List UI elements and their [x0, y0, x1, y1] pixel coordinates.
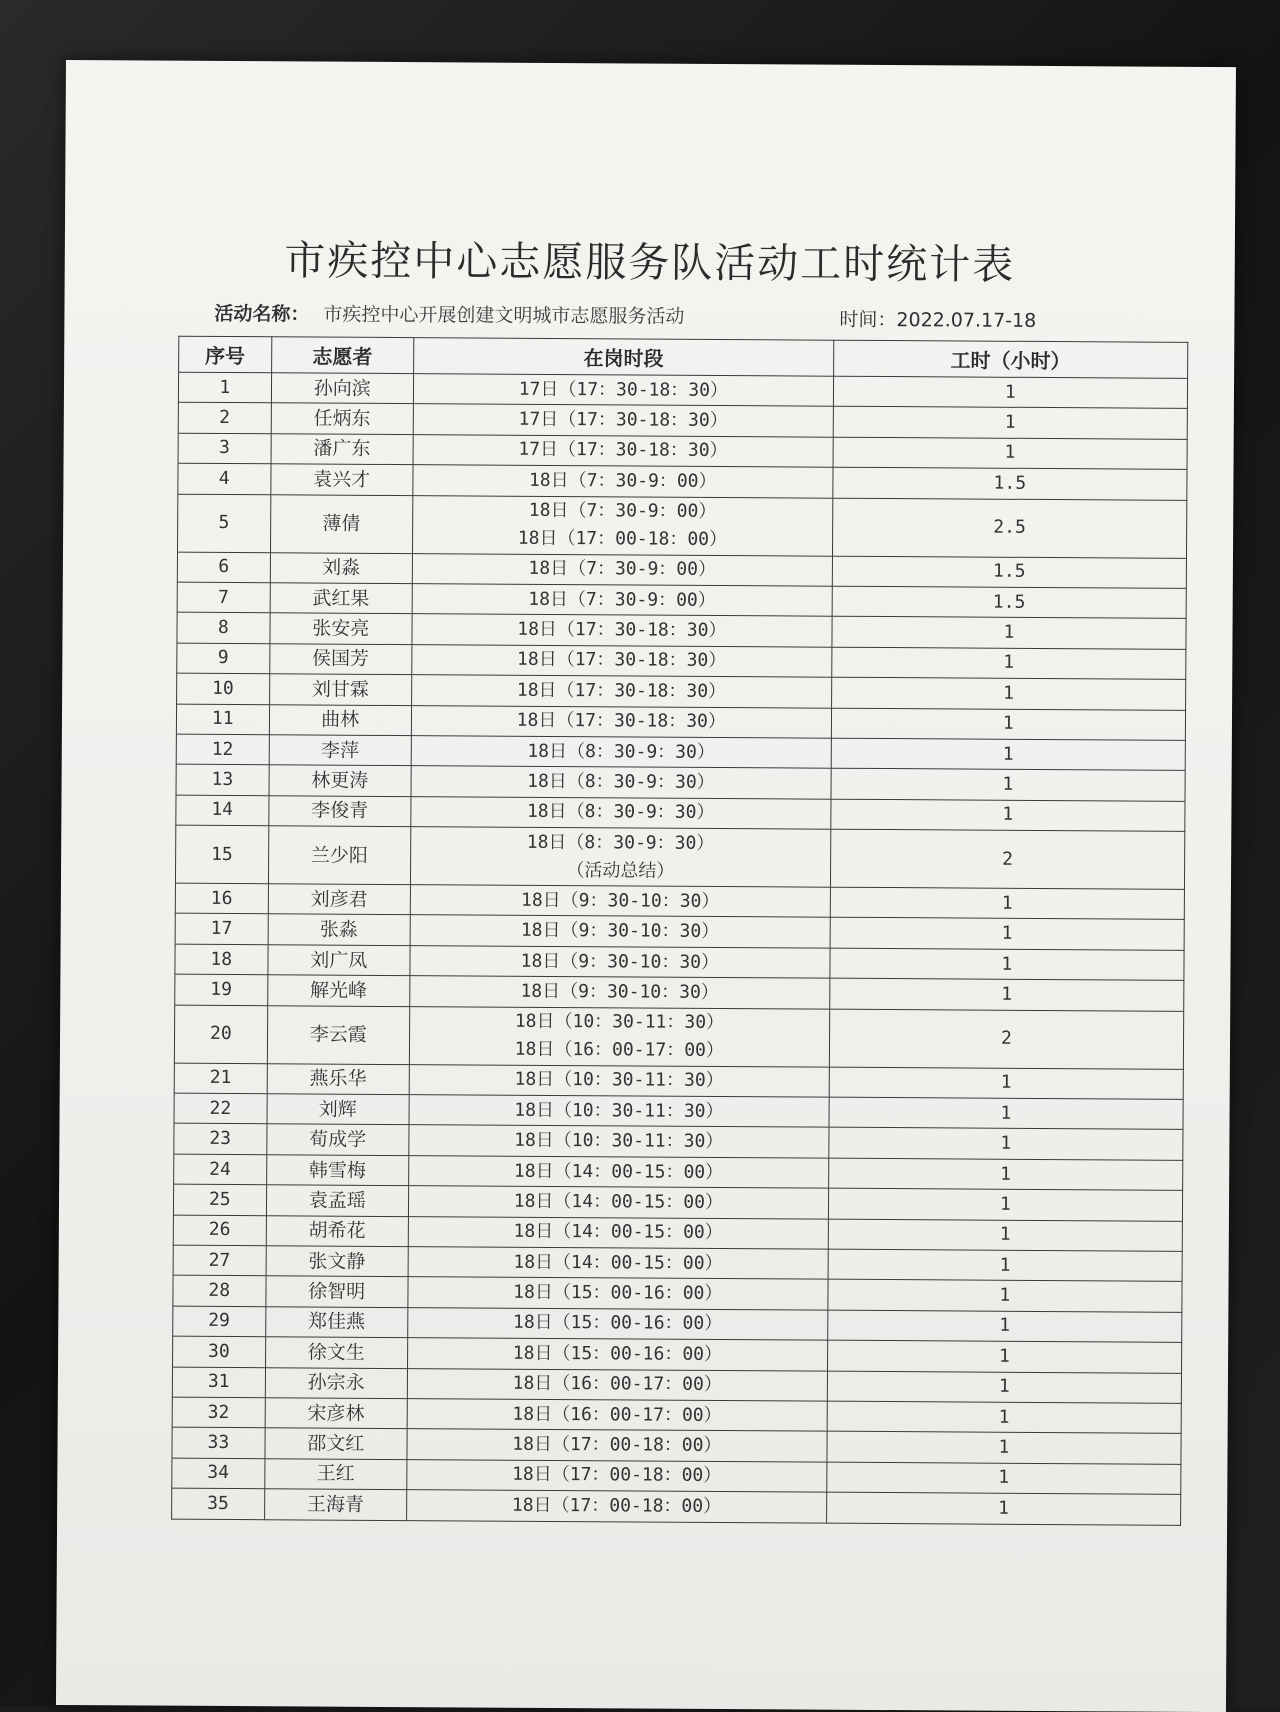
cell-hours: 1 — [829, 1128, 1183, 1161]
cell-index: 11 — [176, 704, 269, 735]
cell-period — [410, 945, 830, 978]
cell-hours: 1 — [827, 1340, 1181, 1373]
cell-volunteer: 刘彦君 — [268, 884, 410, 915]
period-line: 18日（15：00-16：00） — [513, 1281, 723, 1305]
cell-index: 9 — [177, 643, 270, 674]
cell-period — [412, 495, 832, 556]
cell-index: 10 — [177, 673, 270, 704]
cell-volunteer: 任炳东 — [271, 403, 413, 434]
cell-period — [412, 584, 832, 617]
cell-period — [409, 1125, 829, 1158]
table-row — [175, 825, 1184, 889]
period-line: 18日（14：00-15：00） — [513, 1221, 723, 1244]
period-line: 18日（17：30-18：30） — [517, 649, 727, 672]
cell-index: 5 — [177, 494, 270, 553]
cell-index: 26 — [173, 1215, 266, 1246]
cell-index: 23 — [174, 1124, 267, 1155]
period-line: 18日（17：00-18：00） — [517, 527, 728, 551]
cell-volunteer: 刘辉 — [267, 1094, 409, 1125]
cell-period — [408, 1247, 828, 1280]
cell-period — [407, 1459, 827, 1492]
cell-volunteer: 胡希花 — [266, 1215, 408, 1246]
period-line: 18日（15：00-16：00） — [512, 1342, 723, 1365]
cell-volunteer: 李云霞 — [267, 1005, 410, 1064]
cell-hours: 1 — [831, 677, 1185, 710]
period-line: 18日（17：00-18：00） — [512, 1464, 722, 1487]
cell-index: 31 — [172, 1367, 265, 1398]
cell-index: 15 — [175, 825, 268, 884]
cell-index: 8 — [177, 613, 270, 644]
cell-index: 28 — [173, 1276, 266, 1307]
cell-index: 12 — [176, 734, 269, 765]
period-line: 18日（7：30-9：00） — [528, 588, 716, 611]
paper-sheet — [56, 60, 1236, 1712]
cell-hours: 1 — [832, 617, 1186, 650]
cell-volunteer: 孙向滨 — [271, 373, 413, 404]
cell-volunteer: 袁孟瑶 — [266, 1185, 408, 1216]
cell-hours: 1.5 — [833, 467, 1187, 500]
cell-period — [406, 1490, 826, 1523]
cell-hours: 1 — [830, 948, 1184, 981]
cell-hours: 1 — [831, 799, 1185, 832]
activity-time: 时间：2022.07.17-18 — [839, 308, 1037, 332]
cell-period — [410, 885, 830, 918]
cell-hours: 1 — [831, 768, 1185, 801]
cell-hours: 1 — [831, 738, 1185, 771]
cell-hours: 2 — [829, 1009, 1184, 1069]
period-line: 18日（17：00-18：00） — [512, 1433, 722, 1457]
period-line: 18日（10：30-11：30） — [514, 1099, 724, 1122]
cell-hours: 1 — [833, 376, 1187, 409]
cell-volunteer: 王红 — [264, 1458, 406, 1489]
cell-period — [407, 1429, 827, 1462]
cell-volunteer: 李萍 — [269, 735, 411, 766]
cell-index: 35 — [172, 1488, 265, 1519]
period-line: 18日（14：00-15：00） — [513, 1190, 724, 1213]
period-line: 18日（8：30-9：30） — [526, 801, 715, 824]
period-line: 18日（9：30-10：30） — [520, 950, 720, 973]
cell-volunteer: 袁兴才 — [270, 464, 412, 495]
cell-hours: 1 — [828, 1158, 1182, 1191]
cell-period — [413, 465, 833, 498]
period-line: 18日（9：30-10：30） — [520, 919, 720, 943]
cell-hours: 1 — [830, 978, 1184, 1011]
cell-period — [411, 705, 831, 738]
cell-period — [409, 1155, 829, 1188]
cell-hours: 2.5 — [832, 498, 1187, 558]
cell-index: 34 — [172, 1458, 265, 1489]
period-line: 18日（17：30-18：30） — [517, 618, 727, 642]
cell-volunteer: 王海青 — [264, 1489, 406, 1520]
cell-index: 4 — [178, 463, 271, 494]
activity-name: 市疾控中心开展创建文明城市志愿服务活动 — [323, 303, 685, 328]
cell-index: 2 — [178, 403, 271, 434]
period-line: 18日（10：30-11：30） — [514, 1010, 725, 1034]
cell-volunteer: 孙宗永 — [265, 1367, 407, 1398]
cell-hours: 1 — [833, 407, 1187, 440]
document-title: 市疾控中心志愿服务队活动工时统计表 — [284, 236, 1016, 289]
cell-index: 21 — [174, 1063, 267, 1094]
cell-period — [408, 1186, 828, 1219]
cell-period — [408, 1277, 828, 1310]
cell-hours: 1 — [827, 1371, 1181, 1404]
period-line: 18日（7：30-9：00） — [528, 469, 717, 492]
cell-index: 16 — [175, 883, 268, 914]
cell-hours: 2 — [830, 829, 1185, 889]
table-row — [172, 1488, 1181, 1525]
cell-hours: 1 — [829, 1067, 1183, 1100]
cell-period — [413, 434, 833, 467]
cell-volunteer: 徐文生 — [265, 1337, 407, 1368]
cell-volunteer: 刘广凤 — [268, 945, 410, 976]
cell-index: 6 — [177, 552, 270, 583]
period-line: 18日（8：30-9：30） — [527, 740, 715, 763]
header-period: 在岗时段 — [413, 338, 833, 377]
cell-period — [412, 614, 832, 647]
period-line: 18日（14：00-15：00） — [513, 1160, 724, 1183]
cell-index: 7 — [177, 582, 270, 613]
period-line: 18日（8：30-9：30） — [527, 770, 715, 793]
cell-index: 24 — [174, 1154, 267, 1185]
cell-hours: 1 — [832, 647, 1186, 680]
cell-period — [411, 796, 831, 829]
cell-volunteer: 邵文红 — [265, 1428, 407, 1459]
period-line: 18日（10：30-11：30） — [514, 1069, 724, 1092]
period-line: 18日（8：30-9：30） — [526, 831, 715, 854]
period-line: 17日（17：30-18：30） — [518, 439, 728, 462]
cell-hours: 1 — [826, 1492, 1180, 1525]
cell-index: 20 — [174, 1005, 267, 1064]
period-line: 18日（14：00-15：00） — [513, 1251, 723, 1274]
cell-volunteer: 荀成学 — [266, 1124, 408, 1155]
cell-volunteer: 林更涛 — [269, 765, 411, 796]
cell-volunteer: 张安亮 — [270, 613, 412, 644]
table-body — [172, 372, 1188, 1525]
table-header-row — [179, 336, 1188, 378]
period-line: 18日（7：30-9：00） — [528, 558, 717, 581]
cell-period — [410, 976, 830, 1009]
cell-volunteer: 宋彦林 — [265, 1398, 407, 1429]
cell-hours: 1.5 — [832, 556, 1186, 589]
cell-period — [413, 374, 833, 407]
cell-volunteer: 韩雪梅 — [266, 1155, 408, 1186]
cell-period — [407, 1338, 827, 1371]
cell-hours: 1 — [829, 1097, 1183, 1130]
cell-volunteer: 解光峰 — [267, 975, 409, 1006]
cell-period — [412, 553, 832, 586]
header-index: 序号 — [179, 336, 272, 373]
cell-volunteer: 兰少阳 — [268, 826, 411, 885]
cell-period — [407, 1368, 827, 1401]
cell-index: 13 — [176, 764, 269, 795]
cell-hours: 1 — [827, 1462, 1181, 1495]
cell-hours: 1 — [828, 1219, 1182, 1252]
cell-hours: 1.5 — [832, 586, 1186, 619]
cell-volunteer: 郑佳燕 — [265, 1307, 407, 1338]
activity-info — [214, 299, 1114, 331]
cell-index: 29 — [173, 1306, 266, 1337]
cell-volunteer: 潘广东 — [271, 434, 413, 465]
cell-hours: 1 — [833, 437, 1187, 470]
cell-index: 18 — [175, 944, 268, 975]
cell-period — [411, 766, 831, 799]
cell-period — [410, 827, 830, 888]
cell-volunteer: 徐智明 — [265, 1276, 407, 1307]
cell-hours: 1 — [828, 1280, 1182, 1313]
cell-index: 27 — [173, 1245, 266, 1276]
cell-index: 25 — [173, 1184, 266, 1215]
period-line: 18日（17：30-18：30） — [516, 709, 726, 733]
cell-period — [411, 736, 831, 769]
period-line: 18日（17：00-18：00） — [511, 1494, 722, 1517]
period-line: 17日（17：30-18：30） — [518, 378, 729, 401]
cell-volunteer: 李俊青 — [268, 795, 410, 826]
period-line: 18日（16：00-17：00） — [512, 1372, 722, 1396]
period-line: 18日（17：30-18：30） — [516, 679, 727, 702]
period-line: 18日（10：30-11：30） — [514, 1129, 724, 1153]
cell-hours: 1 — [828, 1188, 1182, 1221]
cell-volunteer: 刘甘霖 — [269, 674, 411, 705]
cell-volunteer: 武红果 — [270, 583, 412, 614]
cell-volunteer: 张淼 — [268, 914, 410, 945]
hours-table — [171, 336, 1188, 1526]
header-volunteer: 志愿者 — [271, 337, 414, 374]
cell-period — [408, 1307, 828, 1340]
cell-index: 33 — [172, 1428, 265, 1459]
cell-period — [410, 915, 830, 948]
table-row — [177, 494, 1186, 558]
cell-volunteer: 薄倩 — [270, 494, 413, 553]
cell-volunteer: 侯国芳 — [269, 643, 411, 674]
cell-hours: 1 — [831, 708, 1185, 741]
cell-index: 14 — [176, 795, 269, 826]
cell-period — [409, 1095, 829, 1128]
cell-volunteer: 燕乐华 — [267, 1063, 409, 1094]
header-hours: 工时（小时） — [833, 340, 1187, 378]
period-line: 18日（16：00-17：00） — [512, 1403, 722, 1426]
cell-period — [409, 1064, 829, 1097]
period-line: 18日（9：30-10：30） — [520, 980, 719, 1003]
period-line: 17日（17：30-18：30） — [518, 408, 728, 432]
period-line: 18日（7：30-9：00） — [528, 499, 717, 523]
cell-period — [407, 1399, 827, 1432]
table-row — [174, 1005, 1183, 1069]
cell-period — [408, 1216, 828, 1249]
cell-index: 30 — [173, 1336, 266, 1367]
cell-hours: 1 — [830, 918, 1184, 951]
cell-volunteer: 张文静 — [266, 1246, 408, 1277]
cell-hours: 1 — [828, 1249, 1182, 1282]
cell-index: 19 — [175, 974, 268, 1005]
cell-period — [411, 675, 831, 708]
cell-period — [409, 1006, 829, 1067]
cell-index: 1 — [178, 372, 271, 403]
cell-hours: 1 — [827, 1432, 1181, 1465]
cell-volunteer: 刘淼 — [270, 552, 412, 583]
cell-hours: 1 — [830, 887, 1184, 920]
cell-period — [412, 644, 832, 677]
period-line: 18日（9：30-10：30） — [520, 889, 720, 912]
cell-index: 17 — [175, 914, 268, 945]
period-line: 18日（16：00-17：00） — [514, 1038, 724, 1062]
period-line: （活动总结） — [566, 859, 675, 882]
cell-index: 32 — [172, 1397, 265, 1428]
cell-period — [413, 404, 833, 437]
period-line: 18日（15：00-16：00） — [512, 1312, 723, 1335]
cell-hours: 1 — [827, 1401, 1181, 1434]
activity-label: 活动名称： — [214, 302, 310, 326]
cell-hours: 1 — [827, 1310, 1181, 1343]
cell-volunteer: 曲林 — [269, 704, 411, 735]
cell-index: 3 — [178, 433, 271, 464]
cell-index: 22 — [174, 1093, 267, 1124]
